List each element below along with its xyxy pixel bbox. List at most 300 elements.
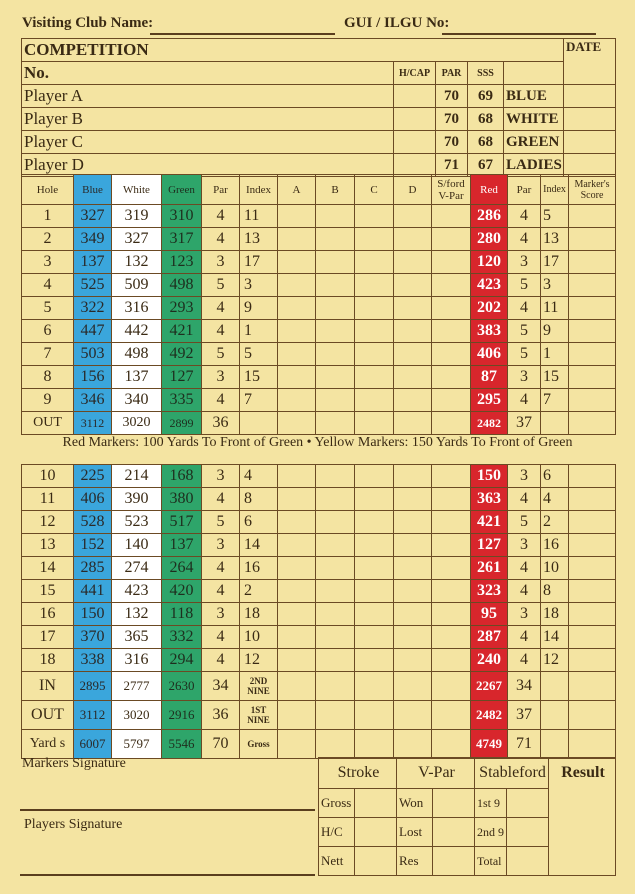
- hole-index-ladies: 14: [541, 626, 569, 649]
- hole-index-ladies: 16: [541, 534, 569, 557]
- competition-label[interactable]: COMPETITION: [22, 39, 564, 62]
- blue-yardage: 338: [74, 649, 112, 672]
- hole-row: [22, 580, 616, 603]
- sford-vpar-score[interactable]: [432, 205, 471, 228]
- green-yardage: 310: [162, 205, 202, 228]
- date-label[interactable]: DATE: [564, 39, 616, 85]
- sford-vpar-score[interactable]: [432, 603, 471, 626]
- red-yardage: 150: [471, 465, 508, 488]
- sford-vpar-score[interactable]: [432, 488, 471, 511]
- totals-par2: 71: [508, 730, 541, 759]
- hole-par: 4: [202, 488, 240, 511]
- score-c[interactable]: [355, 488, 394, 511]
- markers-score[interactable]: [569, 389, 616, 412]
- player-hcap[interactable]: [394, 131, 436, 154]
- totals-white: 3020: [112, 701, 162, 730]
- hole-par-ladies: 3: [508, 251, 541, 274]
- sford-vpar-score[interactable]: [432, 366, 471, 389]
- score-a[interactable]: [278, 343, 316, 366]
- red-yardage: 423: [471, 274, 508, 297]
- red-yardage: 202: [471, 297, 508, 320]
- hole-par: 4: [202, 626, 240, 649]
- score-a[interactable]: [278, 465, 316, 488]
- hole-index-ladies: 12: [541, 649, 569, 672]
- green-yardage: 517: [162, 511, 202, 534]
- score-c[interactable]: [355, 465, 394, 488]
- markers-score[interactable]: [569, 580, 616, 603]
- markers-score[interactable]: [569, 465, 616, 488]
- score-c[interactable]: [355, 205, 394, 228]
- hole-index: 17: [240, 251, 278, 274]
- gross-label: Gross: [319, 789, 355, 818]
- hole-index: 12: [240, 649, 278, 672]
- score-d[interactable]: [394, 251, 432, 274]
- blue-yardage: 346: [74, 389, 112, 412]
- total-score-a[interactable]: [278, 701, 316, 730]
- score-a[interactable]: [278, 228, 316, 251]
- sford-vpar-score[interactable]: [432, 557, 471, 580]
- markers-score[interactable]: [569, 649, 616, 672]
- blue-yardage: 225: [74, 465, 112, 488]
- totals-red: 4749: [471, 730, 508, 759]
- totals-blank: [541, 701, 569, 730]
- markers-score[interactable]: [569, 297, 616, 320]
- score-b[interactable]: [316, 626, 355, 649]
- green-yardage: 335: [162, 389, 202, 412]
- white-yardage: 442: [112, 320, 162, 343]
- score-a[interactable]: [278, 205, 316, 228]
- nett-field[interactable]: [355, 847, 397, 876]
- blue-yardage: 156: [74, 366, 112, 389]
- markers-signature-field[interactable]: [20, 809, 315, 811]
- score-b[interactable]: [316, 274, 355, 297]
- hole-index-ladies: 3: [541, 274, 569, 297]
- score-c[interactable]: [355, 626, 394, 649]
- markers-score[interactable]: [569, 251, 616, 274]
- hole-row: [22, 251, 616, 274]
- second9-field[interactable]: [507, 818, 549, 847]
- hole-index: 1: [240, 320, 278, 343]
- white-yardage: 365: [112, 626, 162, 649]
- markers-score[interactable]: [569, 557, 616, 580]
- blue-yardage: 503: [74, 343, 112, 366]
- hole-number: 2: [22, 228, 74, 251]
- score-c[interactable]: [355, 366, 394, 389]
- hole-par-ladies: 3: [508, 465, 541, 488]
- player-tee: GREEN: [504, 131, 564, 154]
- player-name[interactable]: Player D: [22, 154, 394, 177]
- sford-vpar-score[interactable]: [432, 251, 471, 274]
- blue-yardage: 349: [74, 228, 112, 251]
- hole-par-ladies: 4: [508, 626, 541, 649]
- totals-blue: 3112: [74, 701, 112, 730]
- sford-vpar-score[interactable]: [432, 274, 471, 297]
- score-b[interactable]: [316, 511, 355, 534]
- score-d[interactable]: [394, 297, 432, 320]
- hole-index: 3: [240, 274, 278, 297]
- totals-row: [22, 730, 616, 759]
- red-yardage: 261: [471, 557, 508, 580]
- score-a[interactable]: [278, 557, 316, 580]
- lost-field[interactable]: [433, 818, 475, 847]
- score-d[interactable]: [394, 603, 432, 626]
- out-white: 3020: [112, 412, 162, 435]
- green-yardage: 332: [162, 626, 202, 649]
- score-c[interactable]: [355, 580, 394, 603]
- markers-score[interactable]: [569, 511, 616, 534]
- score-c[interactable]: [355, 511, 394, 534]
- score-d[interactable]: [394, 320, 432, 343]
- score-d[interactable]: [394, 274, 432, 297]
- score-a[interactable]: [278, 580, 316, 603]
- score-d[interactable]: [394, 649, 432, 672]
- hole-index-ladies: 8: [541, 580, 569, 603]
- score-d[interactable]: [394, 465, 432, 488]
- score-a[interactable]: [278, 297, 316, 320]
- hole-par: 3: [202, 251, 240, 274]
- vpar-label: V-Par: [397, 758, 475, 789]
- player-par: 70: [436, 85, 468, 108]
- par-label: PAR: [436, 62, 468, 85]
- score-d[interactable]: [394, 511, 432, 534]
- score-a[interactable]: [278, 626, 316, 649]
- hole-number: 16: [22, 603, 74, 626]
- col-index: Index: [240, 175, 278, 205]
- players-signature-label: Players Signature: [24, 817, 123, 832]
- hole-number: 1: [22, 205, 74, 228]
- markers-score[interactable]: [569, 626, 616, 649]
- red-yardage: 280: [471, 228, 508, 251]
- hole-row: [22, 366, 616, 389]
- score-c[interactable]: [355, 251, 394, 274]
- markers-score[interactable]: [569, 274, 616, 297]
- score-b[interactable]: [316, 205, 355, 228]
- green-yardage: 498: [162, 274, 202, 297]
- hole-number: 4: [22, 274, 74, 297]
- hole-number: 9: [22, 389, 74, 412]
- hole-number: 12: [22, 511, 74, 534]
- blue-yardage: 525: [74, 274, 112, 297]
- hole-par: 4: [202, 649, 240, 672]
- total-markers-score[interactable]: [569, 701, 616, 730]
- hole-par: 4: [202, 389, 240, 412]
- red-yardage: 295: [471, 389, 508, 412]
- hole-number: 6: [22, 320, 74, 343]
- score-a[interactable]: [278, 649, 316, 672]
- red-yardage: 363: [471, 488, 508, 511]
- sford-vpar-score[interactable]: [432, 389, 471, 412]
- score-b[interactable]: [316, 534, 355, 557]
- green-yardage: 420: [162, 580, 202, 603]
- score-b[interactable]: [316, 465, 355, 488]
- sford-vpar-score[interactable]: [432, 649, 471, 672]
- player-sss: 69: [468, 85, 504, 108]
- white-yardage: 498: [112, 343, 162, 366]
- hole-par-ladies: 4: [508, 488, 541, 511]
- hole-row: [22, 320, 616, 343]
- sford-vpar-score[interactable]: [432, 320, 471, 343]
- gui-field[interactable]: [442, 33, 596, 35]
- totals-blue: 2895: [74, 672, 112, 701]
- hc-field[interactable]: [355, 818, 397, 847]
- markers-score[interactable]: [569, 366, 616, 389]
- won-label: Won: [397, 789, 433, 818]
- score-b[interactable]: [316, 389, 355, 412]
- totals-red: 2267: [471, 672, 508, 701]
- blue-yardage: 150: [74, 603, 112, 626]
- player-hcap[interactable]: [394, 108, 436, 131]
- totals-green: 2630: [162, 672, 202, 701]
- score-b[interactable]: [316, 343, 355, 366]
- competition-table: [21, 38, 616, 177]
- green-yardage: 293: [162, 297, 202, 320]
- white-yardage: 140: [112, 534, 162, 557]
- result-field[interactable]: [549, 789, 616, 876]
- sford-vpar-score[interactable]: [432, 511, 471, 534]
- total-sford-vpar[interactable]: [432, 701, 471, 730]
- blue-yardage: 322: [74, 297, 112, 320]
- score-a[interactable]: [278, 603, 316, 626]
- totals-blank: [541, 730, 569, 759]
- visiting-club-label: Visiting Club Name:: [22, 15, 154, 31]
- red-yardage: 87: [471, 366, 508, 389]
- blue-yardage: 406: [74, 488, 112, 511]
- hole-par: 4: [202, 320, 240, 343]
- markers-score[interactable]: [569, 320, 616, 343]
- white-yardage: 316: [112, 297, 162, 320]
- sford-vpar-score[interactable]: [432, 297, 471, 320]
- visiting-club-field[interactable]: [150, 33, 335, 35]
- totals-green: 5546: [162, 730, 202, 759]
- totals-green: 2916: [162, 701, 202, 730]
- score-a[interactable]: [278, 488, 316, 511]
- score-d[interactable]: [394, 343, 432, 366]
- total-sford-vpar[interactable]: [432, 730, 471, 759]
- score-a[interactable]: [278, 274, 316, 297]
- red-yardage: 406: [471, 343, 508, 366]
- stroke-label: Stroke: [319, 758, 397, 789]
- hole-index-ladies: 4: [541, 488, 569, 511]
- total-score-d[interactable]: [394, 701, 432, 730]
- score-d[interactable]: [394, 557, 432, 580]
- score-c[interactable]: [355, 557, 394, 580]
- total-score-c[interactable]: [355, 730, 394, 759]
- player-name[interactable]: Player A: [22, 85, 394, 108]
- sford-vpar-score[interactable]: [432, 343, 471, 366]
- score-a[interactable]: [278, 534, 316, 557]
- score-b[interactable]: [316, 488, 355, 511]
- hole-par-ladies: 4: [508, 228, 541, 251]
- hole-row: [22, 649, 616, 672]
- red-yardage: 287: [471, 626, 508, 649]
- score-d[interactable]: [394, 626, 432, 649]
- total-score-a[interactable]: [278, 730, 316, 759]
- no-label[interactable]: No.: [22, 62, 394, 85]
- total-sford-vpar[interactable]: [432, 672, 471, 701]
- score-b[interactable]: [316, 580, 355, 603]
- hole-number: 7: [22, 343, 74, 366]
- nett-label: Nett: [319, 847, 355, 876]
- hole-index-ladies: 10: [541, 557, 569, 580]
- out-par: 36: [202, 412, 240, 435]
- totals-row: [22, 672, 616, 701]
- totals-par: 36: [202, 701, 240, 730]
- hole-par: 4: [202, 297, 240, 320]
- hole-index: 6: [240, 511, 278, 534]
- score-b[interactable]: [316, 297, 355, 320]
- total-score-b[interactable]: [316, 701, 355, 730]
- hc-label: H/C: [319, 818, 355, 847]
- gross-field[interactable]: [355, 789, 397, 818]
- sford-vpar-score[interactable]: [432, 534, 471, 557]
- hole-par: 3: [202, 603, 240, 626]
- total-score-d[interactable]: [394, 730, 432, 759]
- hole-par-ladies: 4: [508, 557, 541, 580]
- score-c[interactable]: [355, 603, 394, 626]
- markers-score[interactable]: [569, 228, 616, 251]
- score-b[interactable]: [316, 557, 355, 580]
- sford-vpar-score[interactable]: [432, 626, 471, 649]
- totals-blank: [541, 672, 569, 701]
- score-c[interactable]: [355, 534, 394, 557]
- col-white: White: [112, 175, 162, 205]
- score-d[interactable]: [394, 389, 432, 412]
- hole-par: 3: [202, 534, 240, 557]
- hole-index: 2: [240, 580, 278, 603]
- score-a[interactable]: [278, 511, 316, 534]
- col-par: Par: [202, 175, 240, 205]
- hole-number: 15: [22, 580, 74, 603]
- white-yardage: 423: [112, 580, 162, 603]
- player-name[interactable]: Player C: [22, 131, 394, 154]
- hole-row: [22, 626, 616, 649]
- white-yardage: 390: [112, 488, 162, 511]
- score-d[interactable]: [394, 534, 432, 557]
- white-yardage: 132: [112, 603, 162, 626]
- col-green: Green: [162, 175, 202, 205]
- red-yardage: 95: [471, 603, 508, 626]
- sford-vpar-score[interactable]: [432, 228, 471, 251]
- score-b[interactable]: [316, 228, 355, 251]
- green-yardage: 492: [162, 343, 202, 366]
- score-d[interactable]: [394, 228, 432, 251]
- won-field[interactable]: [433, 789, 475, 818]
- hole-index-ladies: 1: [541, 343, 569, 366]
- out-green: 2899: [162, 412, 202, 435]
- col-par2: Par: [508, 175, 541, 205]
- total-score-b[interactable]: [316, 672, 355, 701]
- col-a: A: [278, 175, 316, 205]
- hole-index-ladies: 6: [541, 465, 569, 488]
- hole-number: 8: [22, 366, 74, 389]
- score-a[interactable]: [278, 251, 316, 274]
- score-b[interactable]: [316, 603, 355, 626]
- green-yardage: 317: [162, 228, 202, 251]
- score-a[interactable]: [278, 366, 316, 389]
- out-row: [22, 412, 616, 435]
- score-d[interactable]: [394, 580, 432, 603]
- hole-index: 14: [240, 534, 278, 557]
- player-row-a: [22, 85, 616, 108]
- hole-par: 3: [202, 366, 240, 389]
- total-score-c[interactable]: [355, 701, 394, 730]
- hole-index-ladies: 17: [541, 251, 569, 274]
- res-field[interactable]: [433, 847, 475, 876]
- hole-index-ladies: 18: [541, 603, 569, 626]
- total-field[interactable]: [507, 847, 549, 876]
- score-b[interactable]: [316, 320, 355, 343]
- total-markers-score[interactable]: [569, 730, 616, 759]
- hole-par-ladies: 5: [508, 511, 541, 534]
- hole-par-ladies: 4: [508, 649, 541, 672]
- hcap-label: H/CAP: [394, 62, 436, 85]
- score-a[interactable]: [278, 320, 316, 343]
- score-c[interactable]: [355, 320, 394, 343]
- markers-score[interactable]: [569, 205, 616, 228]
- hole-number: 17: [22, 626, 74, 649]
- hole-row: [22, 343, 616, 366]
- score-c[interactable]: [355, 649, 394, 672]
- first9-field[interactable]: [507, 789, 549, 818]
- score-c[interactable]: [355, 274, 394, 297]
- total-markers-score[interactable]: [569, 672, 616, 701]
- out-blue: 3112: [74, 412, 112, 435]
- score-a[interactable]: [278, 389, 316, 412]
- hole-row: [22, 465, 616, 488]
- score-c[interactable]: [355, 389, 394, 412]
- blue-yardage: 441: [74, 580, 112, 603]
- front-nine-table: [21, 174, 616, 435]
- hole-row: [22, 534, 616, 557]
- white-yardage: 319: [112, 205, 162, 228]
- markers-score[interactable]: [569, 534, 616, 557]
- score-b[interactable]: [316, 649, 355, 672]
- hole-par-ladies: 5: [508, 343, 541, 366]
- result-table: [318, 757, 616, 876]
- hole-index: 5: [240, 343, 278, 366]
- players-signature-field[interactable]: [20, 874, 315, 876]
- player-name[interactable]: Player B: [22, 108, 394, 131]
- score-d[interactable]: [394, 366, 432, 389]
- hole-index-ladies: 5: [541, 205, 569, 228]
- blue-yardage: 152: [74, 534, 112, 557]
- hole-par-ladies: 5: [508, 274, 541, 297]
- score-d[interactable]: [394, 205, 432, 228]
- score-c[interactable]: [355, 228, 394, 251]
- total-score-c[interactable]: [355, 672, 394, 701]
- markers-score[interactable]: [569, 343, 616, 366]
- total-score-b[interactable]: [316, 730, 355, 759]
- totals-label: OUT: [22, 701, 74, 730]
- markers-note: Red Markers: 100 Yards To Front of Green • Yellow Markers: 150 Yards To Front of Green: [62, 435, 573, 450]
- score-c[interactable]: [355, 343, 394, 366]
- total-score-d[interactable]: [394, 672, 432, 701]
- markers-score[interactable]: [569, 488, 616, 511]
- sford-vpar-score[interactable]: [432, 465, 471, 488]
- totals-red: 2482: [471, 701, 508, 730]
- player-hcap[interactable]: [394, 85, 436, 108]
- markers-score[interactable]: [569, 603, 616, 626]
- sford-vpar-score[interactable]: [432, 580, 471, 603]
- hole-par: 4: [202, 580, 240, 603]
- score-c[interactable]: [355, 297, 394, 320]
- score-b[interactable]: [316, 251, 355, 274]
- score-b[interactable]: [316, 366, 355, 389]
- score-d[interactable]: [394, 488, 432, 511]
- hole-row: [22, 205, 616, 228]
- first9-label: 1st 9: [475, 789, 507, 818]
- total-score-a[interactable]: [278, 672, 316, 701]
